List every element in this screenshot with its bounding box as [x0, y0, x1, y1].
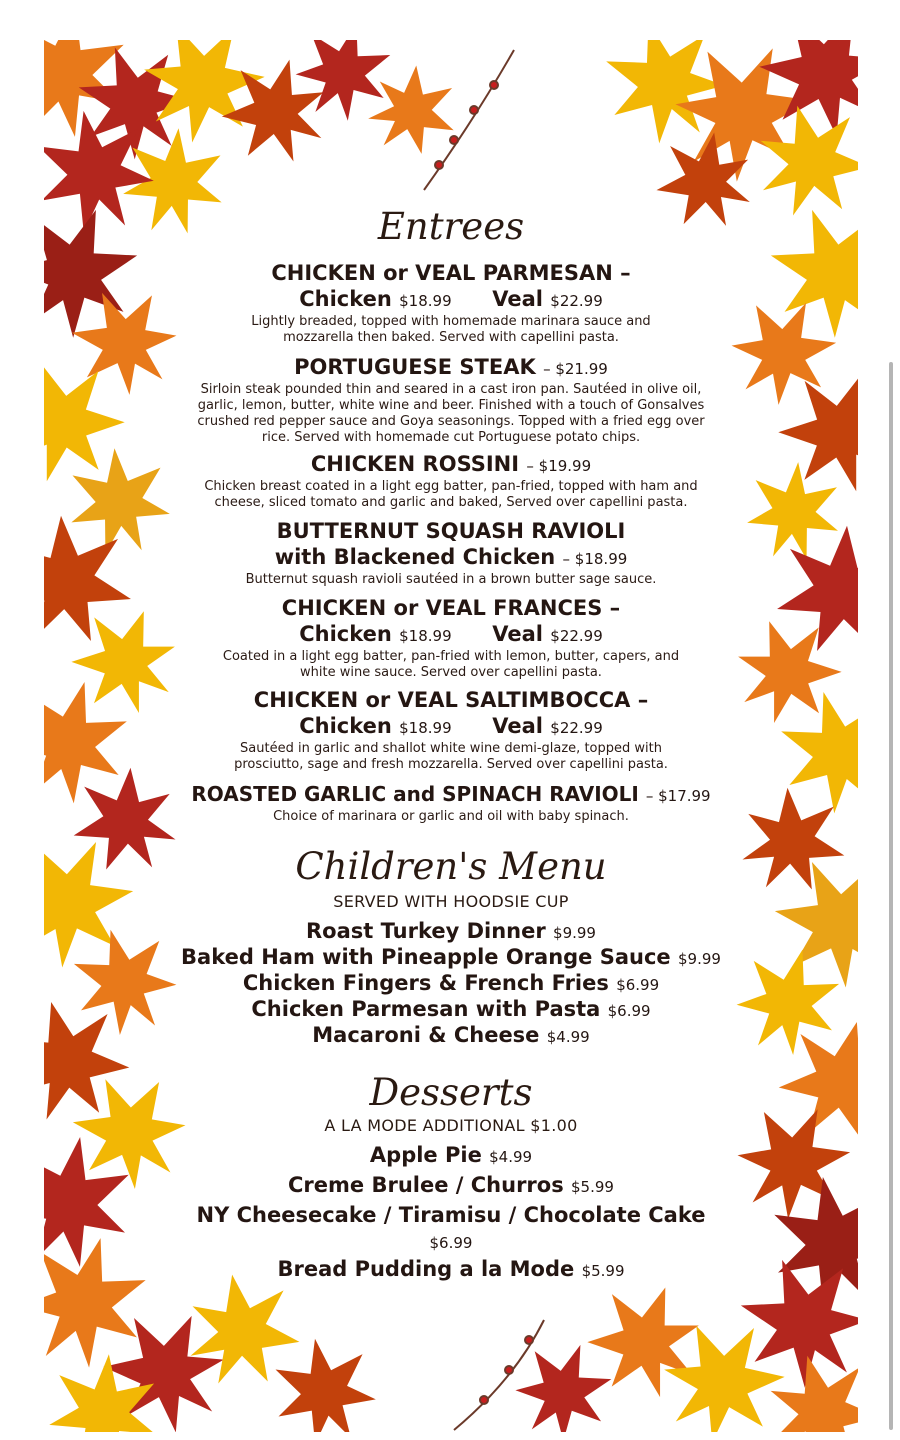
entree-name: ROASTED GARLIC and SPINACH RAVIOLI	[191, 782, 639, 806]
dessert-item-name: Creme Brulee / Churros	[288, 1173, 564, 1197]
entree-description: rice. Served with homemade cut Portuguese potato chips.	[261, 430, 641, 445]
option-price: $18.99	[399, 627, 452, 645]
child-item	[44, 918, 858, 946]
entree-chicken-rossini	[104, 451, 798, 511]
entree-description: garlic, lemon, butter, white wine and beer. Finished with a touch of Gonsalves	[197, 398, 705, 413]
entree-name: CHICKEN or VEAL FRANCES –	[281, 596, 621, 620]
child-item-name: Baked Ham with Pineapple Orange Sauce	[181, 945, 671, 969]
child-item-name: Roast Turkey Dinner	[306, 919, 546, 943]
child-item	[44, 996, 858, 1024]
entrees-heading: Entrees	[377, 205, 525, 248]
entree-name-line2: with Blackened Chicken	[274, 545, 556, 569]
entree-price: – $19.99	[526, 457, 592, 475]
option-price: $22.99	[550, 627, 603, 645]
child-item-price: $9.99	[553, 924, 596, 942]
entree-description: prosciutto, sage and fresh mozzarella. Served over capellini pasta.	[234, 757, 668, 772]
entree-options	[104, 621, 798, 649]
entree-chicken-veal-saltimbocca	[104, 687, 798, 773]
option-price: $22.99	[550, 292, 603, 310]
option-price: $22.99	[550, 719, 603, 737]
entree-description: Chicken breast coated in a light egg batter, pan-fried, topped with ham and	[204, 479, 698, 494]
dessert-item	[44, 1256, 858, 1284]
entree-description: Coated in a light egg batter, pan-fried with lemon, butter, capers, and	[222, 649, 680, 664]
entree-description: cheese, sliced tomato and garlic and baked, Served over capellini pasta.	[214, 495, 688, 510]
entree-chicken-veal-parmesan	[104, 260, 798, 346]
dessert-item-price-line	[44, 1228, 858, 1256]
option-price: $18.99	[399, 719, 452, 737]
entree-description: Sautéed in garlic and shallot white wine demi-glaze, topped with	[240, 741, 662, 756]
option-label: Chicken	[299, 622, 392, 646]
entree-price: – $21.99	[543, 360, 608, 378]
desserts-heading: Desserts	[369, 1071, 533, 1114]
entree-options	[104, 713, 798, 741]
child-item-price: $9.99	[677, 950, 721, 968]
child-item	[44, 944, 858, 972]
option-label: Veal	[492, 714, 543, 738]
option-label: Veal	[492, 622, 543, 646]
menu-content	[44, 40, 858, 1432]
scrollbar[interactable]	[889, 362, 893, 1430]
option-label: Chicken	[299, 714, 392, 738]
desserts-subtitle: A LA MODE ADDITIONAL $1.00	[324, 1116, 578, 1135]
dessert-item-price: $4.99	[489, 1148, 533, 1166]
entree-name: CHICKEN ROSSINI	[310, 452, 520, 476]
entree-description: Butternut squash ravioli sautéed in a brown butter sage sauce.	[245, 572, 657, 587]
dessert-item-name: Bread Pudding a la Mode	[277, 1257, 575, 1281]
dessert-item-price: $5.99	[581, 1262, 625, 1280]
entree-description: Choice of marinara or garlic and oil with baby spinach.	[273, 809, 629, 824]
entree-price: – $18.99	[562, 550, 628, 568]
entree-chicken-veal-frances	[104, 595, 798, 681]
child-item-name: Chicken Parmesan with Pasta	[251, 997, 601, 1021]
dessert-item	[44, 1142, 858, 1170]
option-label: Chicken	[299, 287, 392, 311]
childrens-menu-subtitle: SERVED WITH HOODSIE CUP	[333, 892, 569, 911]
dessert-item-price: $5.99	[571, 1178, 614, 1196]
entree-butternut-squash-ravioli	[104, 518, 798, 588]
menu-page	[44, 40, 858, 1432]
dessert-item-price: $6.99	[429, 1234, 473, 1252]
option-label: Veal	[492, 287, 543, 311]
dessert-item-name: Apple Pie	[369, 1143, 482, 1167]
childrens-menu-heading: Children's Menu	[295, 845, 607, 888]
dessert-item-name: NY Cheesecake / Tiramisu / Chocolate Cake	[196, 1203, 706, 1227]
entree-name: CHICKEN or VEAL PARMESAN –	[271, 261, 631, 285]
entree-description: white wine sauce. Served over capellini pasta.	[300, 665, 602, 680]
child-item-price: $6.99	[607, 1002, 651, 1020]
entree-description: Sirloin steak pounded thin and seared in a cast iron pan. Sautéed in olive oil,	[200, 382, 702, 397]
entree-description: Lightly breaded, topped with homemade marinara sauce and	[251, 314, 651, 329]
dessert-item	[44, 1202, 858, 1228]
child-item-price: $4.99	[546, 1028, 590, 1046]
entree-description: mozzarella then baked. Served with capellini pasta.	[283, 330, 619, 345]
child-item-name: Macaroni & Cheese	[312, 1023, 540, 1047]
entree-options	[104, 286, 798, 314]
entree-price: – $17.99	[645, 787, 711, 805]
entree-name: CHICKEN or VEAL SALTIMBOCCA –	[253, 688, 649, 712]
child-item	[44, 1022, 858, 1050]
option-price: $18.99	[399, 292, 452, 310]
entree-name: PORTUGUESE STEAK	[294, 355, 536, 379]
child-item-name: Chicken Fingers & French Fries	[242, 971, 609, 995]
entree-name: BUTTERNUT SQUASH RAVIOLI	[276, 519, 626, 543]
entree-roasted-garlic-spinach-ravioli	[74, 781, 828, 825]
entree-description: crushed red pepper sauce and Goya seasonings. Topped with a fried egg over	[197, 414, 705, 429]
child-item-price: $6.99	[616, 976, 660, 994]
dessert-item	[44, 1172, 858, 1200]
child-item	[44, 970, 858, 998]
entree-portuguese-steak	[104, 354, 798, 446]
